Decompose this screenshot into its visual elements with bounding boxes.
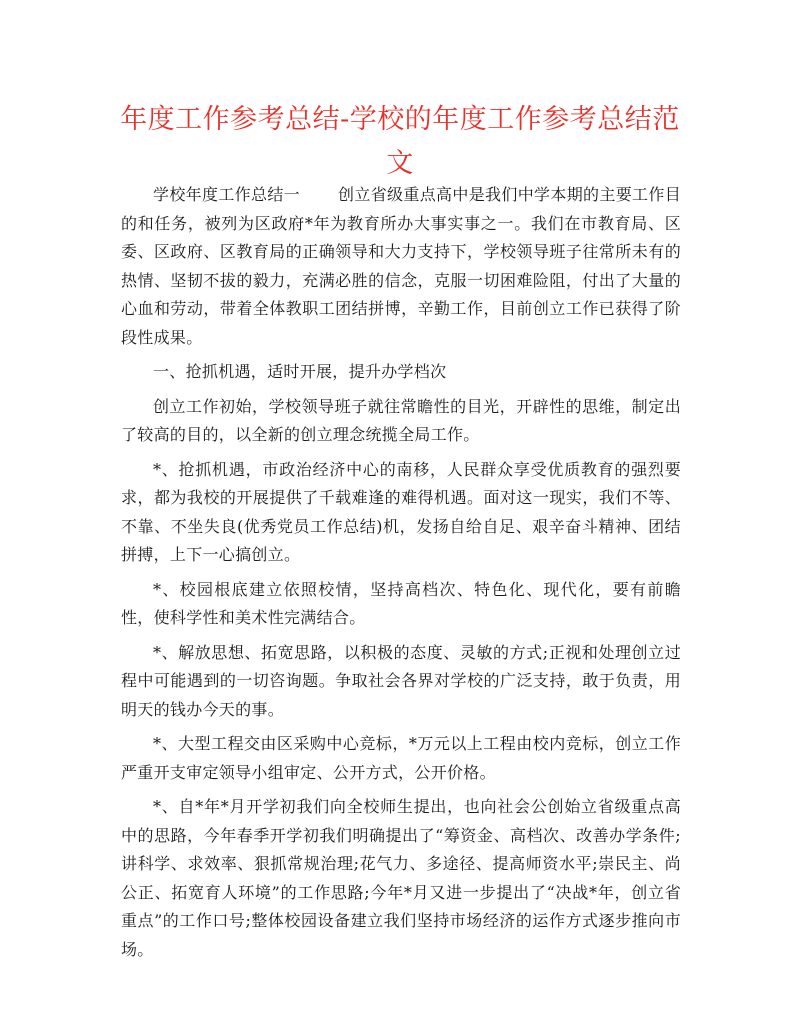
paragraph: *、校园根底建立依照校情，坚持高档次、特色化、现代化，要有前瞻性，使科学性和美术性完满结合。 [121, 579, 681, 627]
document-title: 年度工作参考总结-学校的年度工作参考总结范文 [120, 104, 680, 179]
paragraph: 创立工作初始，学校领导班子就往常瞻性的目光，开辟性的思维，制定出了较高的目的，以全新的创立理念统揽全局工作。 [121, 396, 681, 444]
paragraph: *、解放思想、拓宽思路，以积极的态度、灵敏的方式;正视和处理创立过程中可能遇到的一切咨询题。争取社会各界对学校的广泛支持，敢于负责，用明天的钱办今天的事。 [121, 642, 681, 719]
paragraph: *、抢抓机遇，市政治经济中心的南移，人民群众享受优质教育的强烈要求，都为我校的开展提供了千载难逢的难得机遇。面对这一现实，我们不等、不靠、不坐失良(优秀党员工作总结)机，发扬自给自足、艰辛奋斗精神、团结拼搏，上下一心搞创立。 [121, 459, 681, 564]
paragraph: *、大型工程交由区采购中心竞标，*万元以上工程由校内竞标，创立工作严重开支审定领导小组审定、公开方式，公开价格。 [121, 734, 681, 782]
paragraph: *、自*年*月开学初我们向全校师生提出，也向社会公创始立省级重点高中的思路，今年春季开学初我们明确提出了“筹资金、高档次、改善办学条件;讲科学、求效率、狠抓常规治理;花气力、多途径、提高师资水平;崇民主、尚公正、拓宽育人环境”的工作思路;今年*月又进一步提出了“决战*年，创立省重点”的工作口号;整体校园设备建立我们坚持市场经济的运作方式逐步推向市场。 [121, 797, 681, 959]
intro-label: 学校年度工作总结一 [153, 185, 300, 204]
paragraph-intro [121, 181, 681, 352]
intro-text: 创立省级重点高中是我们中学本期的主要工作目的和任务，被列为区政府*年为教育所办大事实事之一。我们在市教育局、区委、区政府、区教育局的正确领导和大力支持下，学校领导班子往常所未有的热情、坚韧不拔的毅力，充满必胜的信念，克服一切困难险阻，付出了大量的心血和劳动，带着全体教职工团结拼博，辛勤工作，目前创立工作已获得了阶段性成果。 [121, 185, 681, 347]
document-body [121, 181, 681, 970]
section-heading: 一、抢抓机遇，适时开展，提升办学档次 [153, 362, 447, 381]
